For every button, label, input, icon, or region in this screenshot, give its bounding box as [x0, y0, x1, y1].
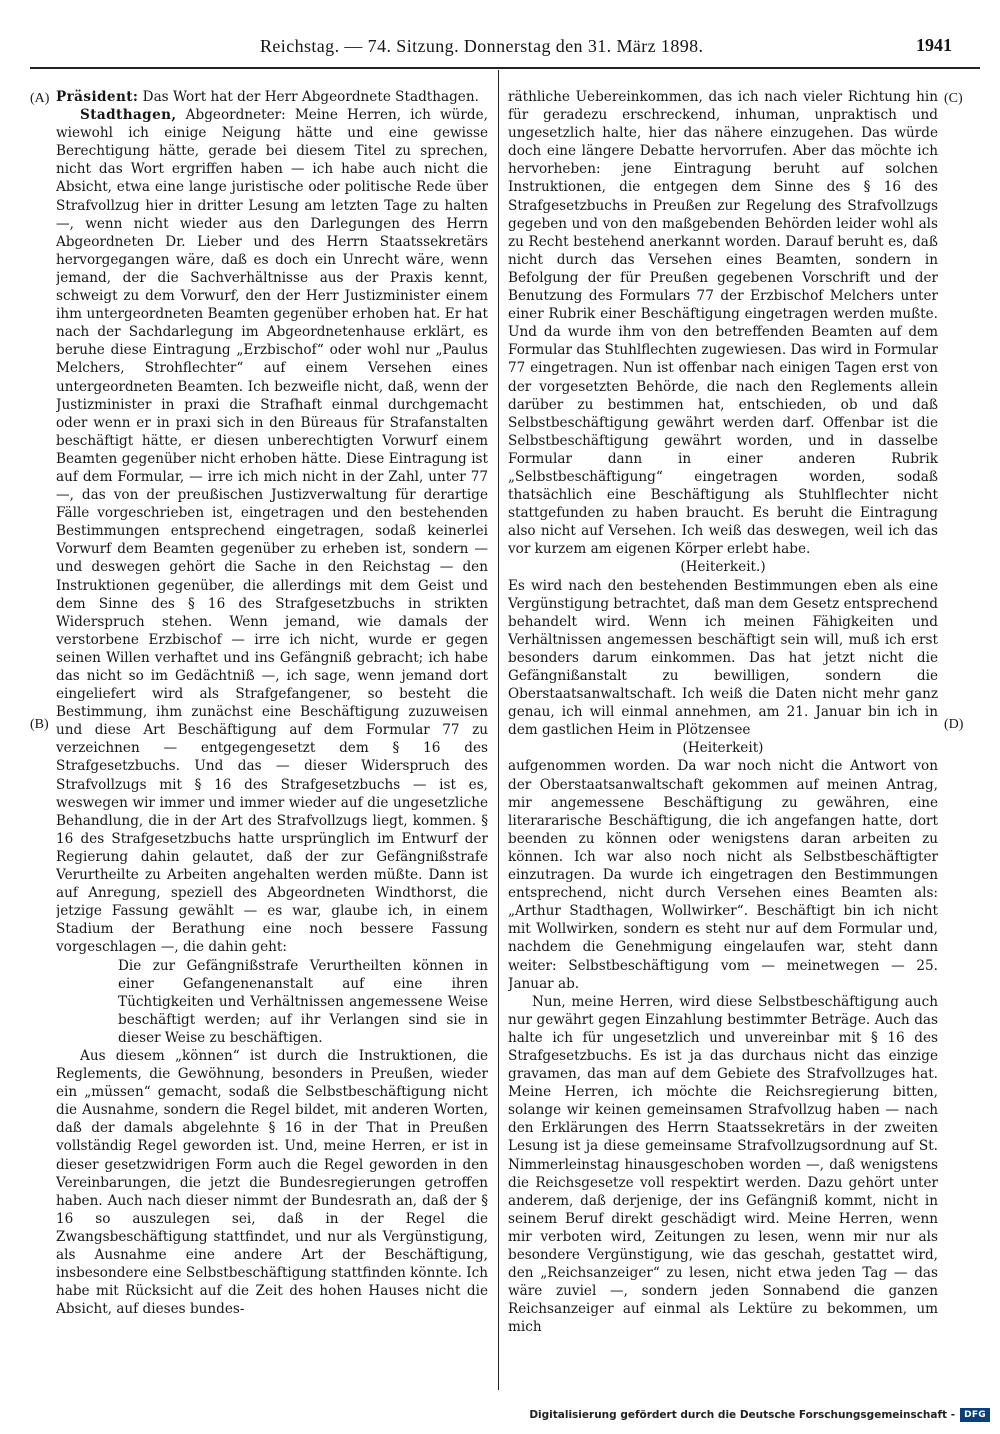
- header-rule: [30, 67, 980, 69]
- left-paragraph-3: Aus diesem „können“ ist durch die Instruktionen, die Reglements, die Gewöhnung, besonders in Preußen, wieder ein „müssen“ gemacht, sodaß die Selbstbeschäftigung nicht die Ausnahme, sondern die Regel bildet, mit anderen Worten, daß der damals abgelehnte § 16 in der That in Preußen vollständig Regel geworden ist. Und, meine Herren, er ist in dieser gesetzwidrigen Form auch die Regel geworden in den Vereinbarungen, die jetzt die Bundesregierungen getroffen haben. Auch nach dieser nimmt der Bundesrath an, daß der § 16 so auszulegen sei, daß in der Regel die Zwangsbeschäftigung stattfindet, und nur als Vergünstigung, als Ausnahme eine andere Art der Beschäftigung, insbesondere eine Selbstbeschäftigung stattfinden könnte. Ich habe mit Rücksicht auf die Zeit des hohen Hauses nicht die Absicht, auf dieses bundes-: [56, 1047, 488, 1318]
- right-paragraph-3: aufgenommen worden. Da war noch nicht die Antwort von der Oberstaatsanwaltschaft gekommen auf meinen Antrag, mir angemessene Beschäftigung zu gewähren, eine literararische Beschäftigung, die ich angefangen hatte, dort beenden zu können oder wenigstens daran arbeiten zu können. Ich war also noch nicht als Selbstbeschäftigter einzutragen. Da wurde ich eingetragen den Bestimmungen entsprechend, nicht durch Versehen eines Beamten als: „Arthur Stadthagen, Wollwirker“. Beschäftigt bin ich nicht mit Wollwirken, sondern es steht nur auf dem Formular und, nachdem die Genehmigung eingelaufen war, steht dann weiter: Selbstbeschäftigung vom — meinetwegen — 25. Januar ab.: [508, 758, 938, 992]
- page-number: 1941: [916, 35, 952, 55]
- right-paragraph-2: Es wird nach den bestehenden Bestimmungen eben als eine Vergünstigung betrachtet, daß man dem Gesetz entsprechend behandelt wird. Wenn ich meinen Fähigkeiten und Verhältnissen angemessen beschäftigt sein will, muß ich erst besonders darum einkommen. Das hat jetzt nicht die Gefängnißanstalt zu bewilligen, sondern die Oberstaatsanwaltschaft. Ich weiß die Daten nicht mehr ganz genau, ich will einmal annehmen, am 21. Januar bin ich in dem gastlichen Heim in Plötzensee: [508, 577, 938, 739]
- dfg-logo: DFG: [960, 1408, 990, 1422]
- running-title: Reichstag. — 74. Sitzung. Donnerstag den 31. März 1898.: [260, 36, 704, 56]
- speaker-president: Präsident:: [56, 89, 139, 105]
- stadthagen-text: Abgeordneter: Meine Herren, ich würde, wiewohl ich einige Neigung hätte und eine gewisse Berechtigung hätte, gerade bei diesem Titel zu sprechen, nicht das Wort ergriffen haben — ich habe auch nicht die Absicht, etwa eine lange juristische oder politische Rede über Strafvollzug hier in dritter Lesung am letzten Tage zu halten —, wenn nicht wieder aus den Darlegungen des Herrn Abgeordneten Dr. Lieber und des Herrn Staatssekretärs hervorgegangen wäre, daß es doch ein Unrecht wäre, wenn jemand, der die Sachverhältnisse aus der Praxis kennt, schweigt zu dem Vorwurf, den der Herr Justizminister einem ihm untergeordneten Beamten gegenüber erhoben hat. Er hat nach der Sachdarlegung im Abgeordnetenhause erklärt, es beruhe diese Eintragung „Erzbischof“ oder wohl nur „Paulus Melchers, Strohflechter“ auf einem Versehen eines untergeordneten Beamten. Ich bezweifle nicht, daß, wenn der Justizminister in praxi die Strafhaft einmal durchgemacht oder wenn er in praxi sich in den Büreaus für Strafanstalten beschäftigt hätte, er diesen unberechtigten Vorwurf einem Beamten gegenüber nicht erhoben hätte. Diese Eintragung ist auf dem Formular, — irre ich mich nicht in der Zahl, unter 77 —, das von der preußischen Justizverwaltung für derartige Fälle vorgeschrieben ist, eingetragen und den bestehenden Bestimmungen entsprechend eingetragen, sodaß keinerlei Vorwurf dem Beamten gegenüber zu erheben ist, sondern — und deswegen gehört die Sache in den Reichstag — den Instruktionen gegenüber, die allerdings mit dem Geist und dem Sinne des § 16 des Strafgesetzbuchs in strikten Widerspruch stehen. Wenn jemand, wie damals der verstorbene Erzbischof — irre ich nicht, wurde er gegen seinen Willen verhaftet und ins Gefängniß gebracht; ich habe das nicht so im Gedächtniß —, ich sage, wenn jemand dort eingeliefert wird als Strafgefangener, so besteht die Bestimmung, ihm zunächst eine Beschäftigung zuzuweisen und diese Art Beschäftigung auf dem Formular 77 zu verzeichnen — entgegengesetzt dem § 16 des Strafgesetzbuchs. Und das — dieser Widerspruch des Strafvollzugs mit § 16 des Strafgesetzbuchs — ist es, weswegen wir immer und immer wieder auf die ungesetzliche Behandlung, die in der Art des Strafvollzugs liegt, kommen. § 16 des Strafgesetzbuchs hatte ursprünglich im Entwurf der Regierung dahin gelautet, daß der zur Gefängnißstrafe Verurtheilte zu Arbeiten angehalten werden müßte. Dann ist auf Anregung, speziell des Abgeordneten Windthorst, die jetzige Fassung gewählt — es war, glaube ich, in einem Stadium der Berathung eine noch bessere Fassung vorgeschlagen —, die dahin geht:: [56, 107, 488, 956]
- president-paragraph: [56, 88, 488, 106]
- stadthagen-paragraph: [56, 106, 488, 956]
- margin-mark-d: (D): [944, 717, 964, 732]
- president-text: Das Wort hat der Herr Abgeordnete Stadthagen.: [138, 89, 479, 105]
- margin-mark-c: (C): [944, 91, 963, 106]
- footer-credit: [529, 1406, 990, 1424]
- interjection-heiterkeit-2: (Heiterkeit): [682, 740, 764, 757]
- speaker-stadthagen: Stadthagen,: [80, 107, 177, 124]
- margin-mark-a: (A): [30, 91, 50, 106]
- interjection-heiterkeit-1: (Heiterkeit.): [680, 559, 766, 576]
- column-divider: [498, 70, 499, 1390]
- margin-mark-b: (B): [30, 717, 49, 732]
- right-paragraph-1: räthliche Uebereinkommen, das ich nach vieler Richtung hin für geradezu erschreckend, inhuman, unpraktisch und ungesetzlich halte, hier das nähere einzugehen. Das würde doch eine längere Debatte hervorrufen. Aber das möchte ich hervorheben: jene Eintragung beruht auf solchen Instruktionen, die entgegen dem Sinne des § 16 des Strafgesetzbuchs in Preußen zur Regelung des Strafvollzugs gegeben und von den maßgebenden Behörden leider wohl als zu Recht bestehend anerkannt worden. Darauf beruht es, daß nicht durch das Versehen eines Beamten, sondern in Befolgung der für Preußen gegebenen Vorschrift und der Benutzung des Formulars 77 der Erzbischof Melchers unter einer Rubrik einer Beschäftigung eingetragen werden mußte. Und da wurde ihm von den betreffenden Beamten auf dem Formular das Stuhlflechten zugewiesen. Das wird in Formular 77 eingetragen. Nun ist offenbar nach einigen Tagen erst von der vorgesetzten Behörde, die nach den Reglements allein darüber zu bestimmen hat, entschieden, ob und daß Selbstbeschäftigung gewährt werden darf. Offenbar ist die Selbstbeschäftigung gewährt worden, und in dasselbe Formular dann in einer anderen Rubrik „Selbstbeschäftigung“ eingetragen worden, sodaß thatsächlich eine Beschäftigung als Stuhlflechter nicht stattgefunden zu haben braucht. Es beruht die Eintragung also nicht auf Versehen. Ich weiß das deswegen, weil ich das vor kurzem am eigenen Körper erlebt habe.: [508, 89, 938, 558]
- law-quote: Die zur Gefängnißstrafe Verurtheilten können in einer Gefangenenanstalt auf eine ihren Tüchtigkeiten und Verhältnissen angemessene Weise beschäftigt werden; auf ihr Verlangen sind sie in dieser Weise zu beschäftigen.: [118, 957, 488, 1046]
- left-column: [56, 88, 488, 1393]
- page-header: [30, 32, 980, 66]
- right-paragraph-4: Nun, meine Herren, wird diese Selbstbeschäftigung auch nur gewährt gegen Einzahlung bestimmter Beträge. Auch das halte ich für ungesetzlich und unvereinbar mit § 16 des Strafgesetzbuchs. Es ist ja das durchaus nicht das einzige gravamen, das man auf dem Gebiete des Strafvollzuges hat. Meine Herren, ich möchte die Reichsregierung bitten, solange wir keinen gemeinsamen Strafvollzug haben — nach den Erklärungen des Herrn Staatssekretärs in der zweiten Lesung ist ja diese gemeinsame Strafvollzugsordnung auf St. Nimmerleinstag hinausgeschoben worden —, daß wenigstens die Reichsgesetze voll respektirt werden. Dazu gehört unter anderem, daß derjenige, der ins Gefängniß kommt, nicht in seinem Beruf direkt geschädigt wird. Meine Herren, wenn mir verboten wird, Zeitungen zu lesen, wenn mir nur als besondere Vergünstigung, wie das geschah, gestattet wird, den „Reichsanzeiger“ zu lesen, nicht etwa jeden Tag — das wäre zuviel —, sondern jeden Sonnabend die ganzen Reichsanzeiger auf einmal als Lektüre zu bekommen, um mich: [508, 993, 938, 1336]
- right-column: [508, 88, 938, 1393]
- footer-text: Digitalisierung gefördert durch die Deutsche Forschungsgemeinschaft -: [529, 1409, 956, 1421]
